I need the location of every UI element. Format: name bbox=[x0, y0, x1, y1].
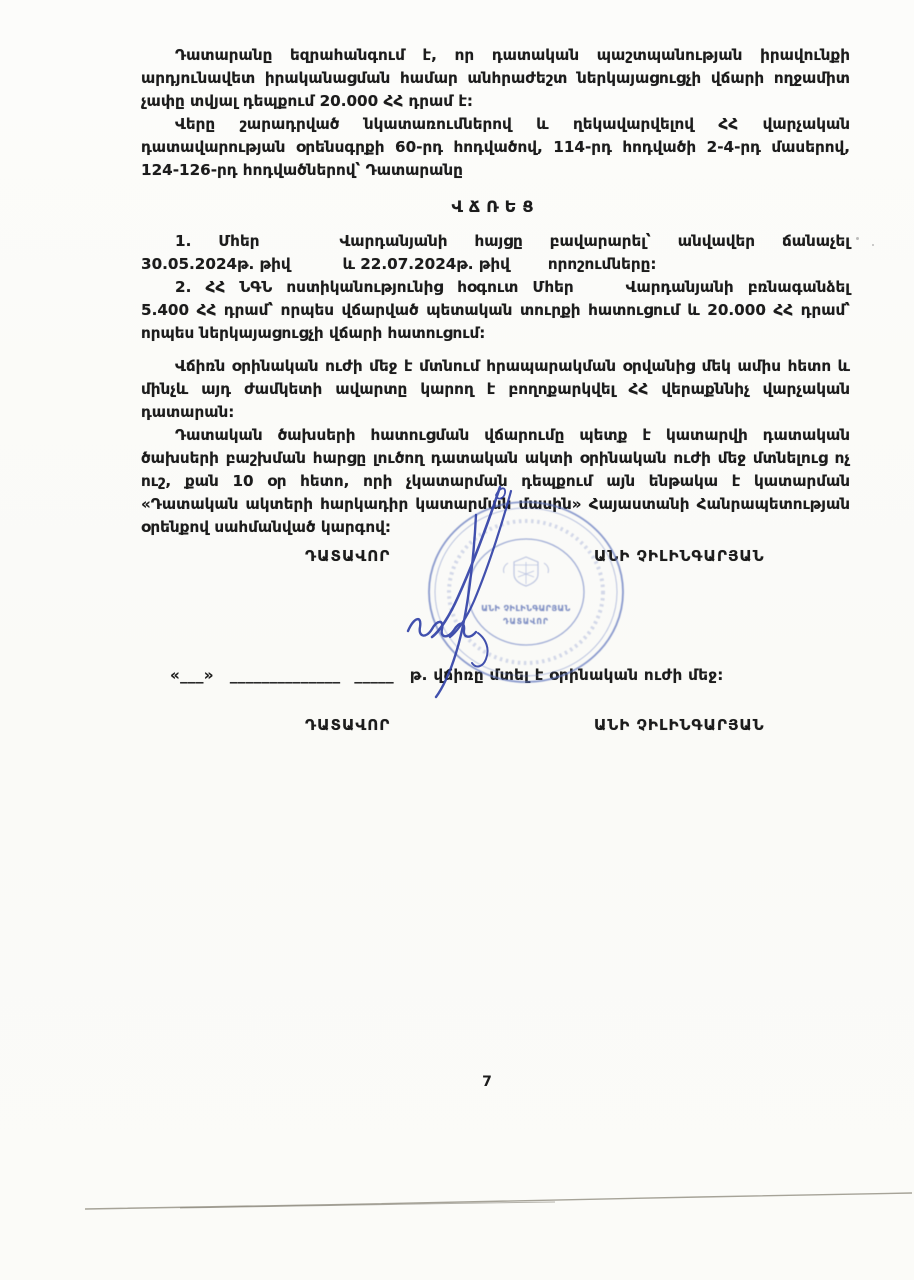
date-blank-short: _____ bbox=[354, 666, 394, 684]
judge-title-label: ԴԱՏԱՎՈՐ bbox=[305, 716, 391, 734]
redacted-gap bbox=[510, 268, 548, 269]
scan-speck bbox=[872, 244, 874, 246]
decision-text: որոշումները: bbox=[547, 255, 657, 273]
document-body bbox=[141, 44, 850, 737]
decision-text: ՀՀ ՆԳՆ ոստիկանությունից հօգուտ Մհեր bbox=[205, 278, 574, 296]
decision-text: Վարդանյանի բռնագանձել 5.400 ՀՀ դրամ՝ որպես վճարված պետական տուրքի հատուցում և 20.000 ՀՀ դրամ՝ որպես ներկայացուցչի վճարի հատուցում: bbox=[141, 278, 850, 342]
decision-item-2 bbox=[141, 276, 850, 345]
redacted-gap bbox=[574, 291, 626, 292]
judge-name-label: ԱՆԻ ՉԻԼԻՆԳԱՐՅԱՆ bbox=[594, 547, 765, 565]
date-blank-long: ______________ bbox=[229, 666, 341, 684]
decision-item-1 bbox=[141, 230, 850, 276]
legal-basis-paragraph: Վերը շարադրված նկատառումներով և ղեկավարվելով ՀՀ վարչական դատավարության օրենսգրքի 60-րդ հոդվածով, 114-րդ հոդվածի 2-4-րդ մասերով, 124-126-րդ հոդվածներով՝ Դատարանը bbox=[141, 115, 850, 179]
conclusion-paragraph: Դատարանը եզրահանգում է, որ դատական պաշտպանության իրավունքի արդյունավետ իրականացման համար անհրաժեշտ ներկայացուցչի վճարի ողջամիտ չափը տվյալ դեպքում 20.000 ՀՀ դրամ է: bbox=[141, 46, 850, 110]
redacted-gap bbox=[291, 268, 343, 269]
payment-terms-paragraph: Դատական ծախսերի հատուցման վճարումը պետք է կատարվի դատական ծախսերի բաշխման հարցը լուծող դատական ակտի օրինական ուժի մեջ մտնելուց ոչ ուշ, քան 10 օր հետո, որի չկատարման դեպքում այն ենթակա է կատարման «Դատական ակտերի հարկադիր կատարման մասին» Հայաստանի Հանրապետության օրենքով սահմանված կարգով: bbox=[141, 426, 850, 536]
signature-row-1 bbox=[141, 545, 850, 626]
item-number: 2. bbox=[175, 278, 192, 296]
date-quote-blank: «___» bbox=[170, 666, 214, 684]
stamp-judge-name: ԱՆԻ ՉԻԼԻՆԳԱՐՅԱՆ bbox=[481, 604, 571, 613]
judge-name-label: ԱՆԻ ՉԻԼԻՆԳԱՐՅԱՆ bbox=[594, 716, 765, 734]
judge-title-label: ԴԱՏԱՎՈՐ bbox=[305, 547, 391, 565]
claimant-first-name: Մհեր bbox=[218, 232, 260, 250]
scan-speck bbox=[856, 237, 859, 240]
coat-of-arms-emblem bbox=[504, 557, 549, 586]
stamp-ring-text-marks bbox=[449, 521, 603, 663]
decision-text: Վարդանյանի հայցը բավարարել՝ անվավեր ճանաչել 30.05.2024թ. թիվ bbox=[141, 232, 850, 273]
entry-into-force-text: թ. վճիռը մտել է օրինական ուժի մեջ: bbox=[409, 666, 724, 684]
entry-into-force-line bbox=[141, 664, 850, 687]
stamp-judge-title: ԴԱՏԱՎՈՐ bbox=[503, 617, 549, 626]
redacted-gap bbox=[259, 245, 339, 246]
item-number: 1. bbox=[175, 232, 192, 250]
signature-row-2 bbox=[141, 714, 850, 737]
verdict-heading: ՎՃՌԵՑ bbox=[451, 197, 540, 216]
appeal-terms-paragraph: Վճիռն օրինական ուժի մեջ է մտնում հրապարակման օրվանից մեկ ամիս հետո և մինչև այդ ժամկետի ավարտը կարող է բողոքարկվել ՀՀ վերաքննիչ վարչական դատարան: bbox=[141, 357, 850, 421]
page-number: 7 bbox=[482, 1074, 492, 1090]
decision-text: և 22.07.2024թ. թիվ bbox=[342, 255, 510, 273]
